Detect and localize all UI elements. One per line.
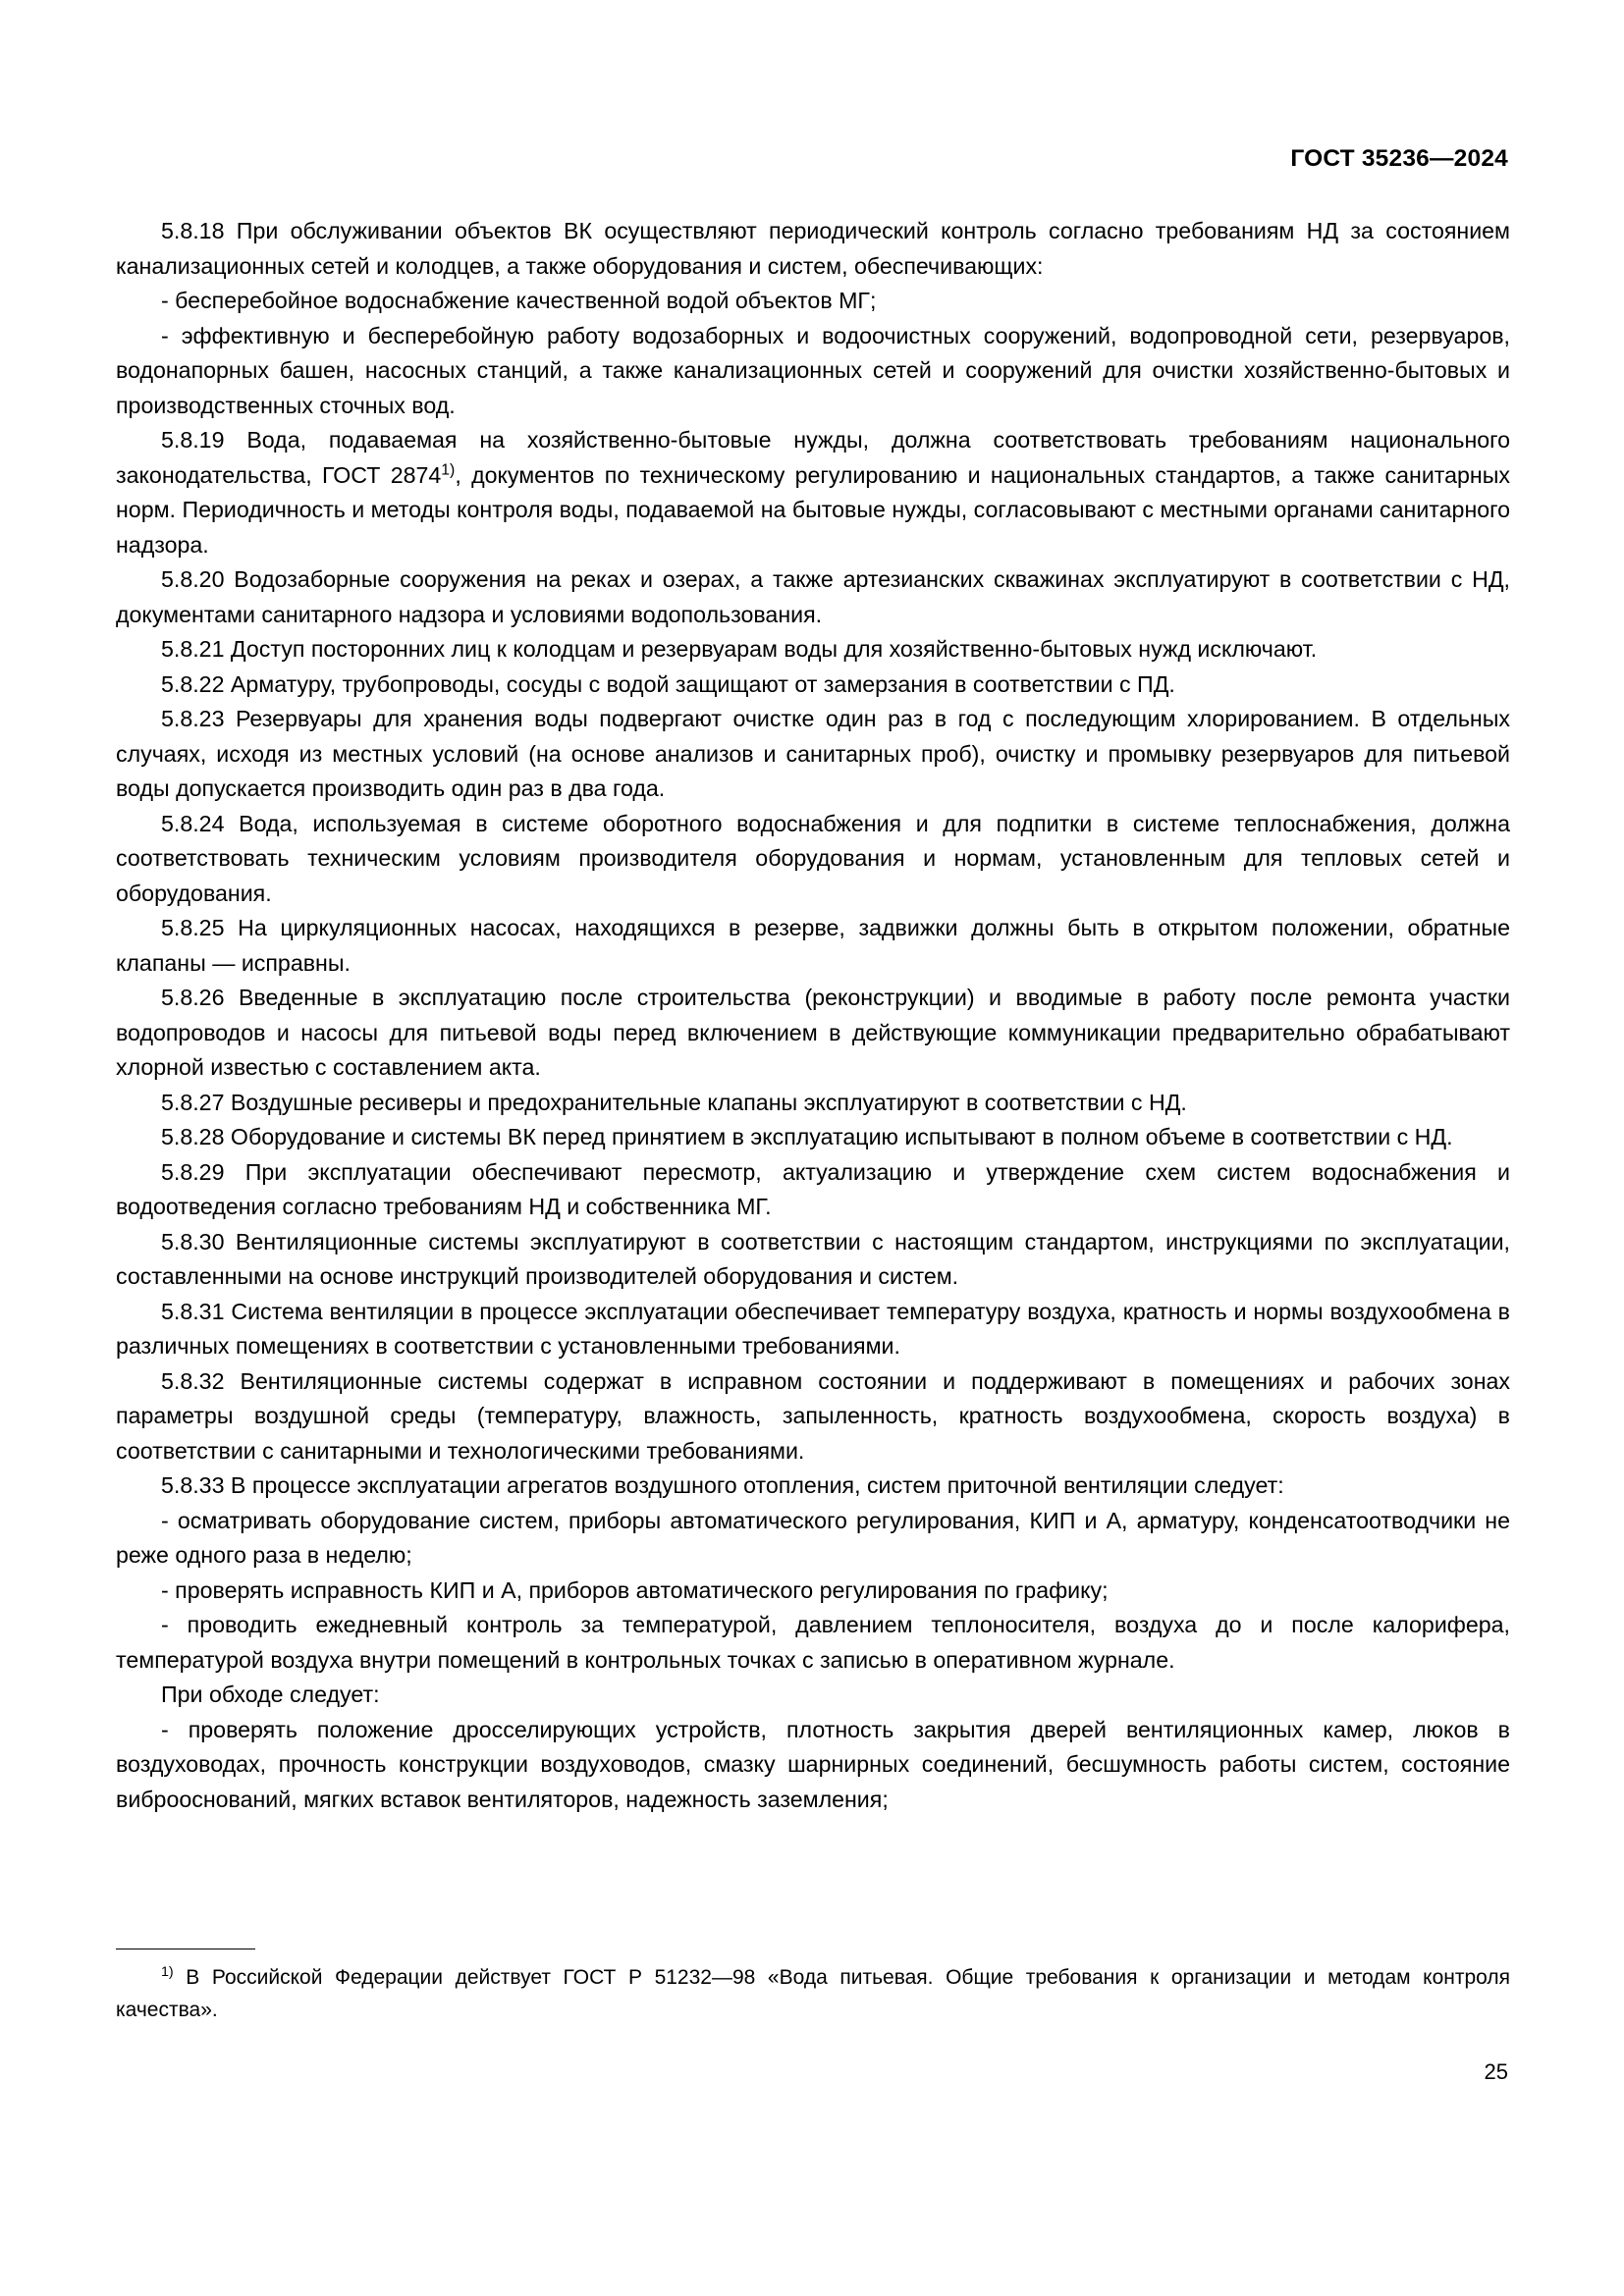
paragraph-5-8-24: 5.8.24 Вода, используемая в системе оборотного водоснабжения и для подпитки в системе теплоснабжения, должна соответствовать техническим условиям производителя оборудования и нормам, установленным для тепловых сетей и оборудования. xyxy=(116,810,1510,906)
list-item-inspect-equipment: - осматривать оборудование систем, приборы автоматического регулирования, КИП и А, арматуру, конденсатоотводчики не реже одного раза в неделю; xyxy=(116,1507,1510,1568)
paragraph-5-8-28: 5.8.28 Оборудование и системы ВК перед принятием в эксплуатацию испытывают в полном объеме в соответствии с НД. xyxy=(161,1124,1453,1149)
paragraph-5-8-31: 5.8.31 Система вентиляции в процессе эксплуатации обеспечивает температуру воздуха, кратность и нормы воздухообмена в различных помещениях в соответствии с установленными требованиями. xyxy=(116,1298,1510,1359)
paragraph-5-8-20: 5.8.20 Водозаборные сооружения на реках и озерах, а также артезианских скважинах эксплуатируют в соответствии с НД, документами санитарного надзора и условиями водопользования. xyxy=(116,566,1510,627)
paragraph-during-round: При обходе следует: xyxy=(161,1682,380,1707)
paragraph-5-8-33: 5.8.33 В процессе эксплуатации агрегатов воздушного отопления, систем приточной вентиляции следует: xyxy=(161,1472,1284,1498)
paragraph-5-8-18: 5.8.18 При обслуживании объектов ВК осуществляют периодический контроль согласно требованиям НД за состоянием канализационных сетей и колодцев, а также оборудования и систем, обеспечивающих: xyxy=(116,218,1510,279)
paragraph-5-8-30: 5.8.30 Вентиляционные системы эксплуатируют в соответствии с настоящим стандартом, инструкциями по эксплуатации, составленными на основе инструкций производителей оборудования и систем. xyxy=(116,1228,1510,1289)
page-header-standard-code: ГОСТ 35236—2024 xyxy=(1290,145,1508,172)
footnote xyxy=(116,1961,1510,2026)
list-item-water-works: - эффективную и бесперебойную работу водозаборных и водоочистных сооружений, водопроводной сети, резервуаров, водонапорных башен, насосных станций, а также канализационных сетей и сооружений для очистки хозяйственно-бытовых и производственных сточных вод. xyxy=(116,322,1510,418)
footnote-reference-marker: 1) xyxy=(441,460,456,478)
list-item-water-supply: - бесперебойное водоснабжение качественной водой объектов МГ; xyxy=(161,288,877,313)
paragraph-5-8-19-post: , документов по техническому регулированию и национальных стандартов, а также санитарных норм. Периодичность и методы контроля воды, подаваемой на бытовые нужды, согласовывают с местными органами санитарного надзора. xyxy=(116,461,1510,558)
footnote-marker: 1) xyxy=(161,1964,174,1980)
list-item-check-instruments: - проверять исправность КИП и А, приборов автоматического регулирования по графику; xyxy=(161,1576,1109,1603)
paragraph-5-8-19 xyxy=(116,423,1510,562)
paragraph-5-8-19-pre: 5.8.19 Вода, подаваемая на хозяйственно-бытовые нужды, должна соответствовать требованиям национального законодательства, ГОСТ 2874 xyxy=(116,427,1510,488)
paragraph-5-8-22: 5.8.22 Арматуру, трубопроводы, сосуды с водой защищают от замерзания в соответствии с ПД. xyxy=(161,670,1175,697)
list-item-check-throttling: - проверять положение дросселирующих устройств, плотность закрытия дверей вентиляционных камер, люков в воздуховодах, прочность конструкции воздуховодов, смазку шарнирных соединений, бесшумность работы систем, состояние виброоснований, мягких вставок вентиляторов, надежность заземления; xyxy=(116,1716,1510,1812)
list-item-daily-control: - проводить ежедневный контроль за температурой, давлением теплоносителя, воздуха до и после калорифера, температурой воздуха внутри помещений в контрольных точках с записью в оперативном журнале. xyxy=(116,1612,1510,1673)
paragraph-5-8-25: 5.8.25 На циркуляционных насосах, находящихся в резерве, задвижки должны быть в открытом положении, обратные клапаны — исправны. xyxy=(116,915,1510,976)
document-body xyxy=(116,214,1510,1817)
paragraph-5-8-23: 5.8.23 Резервуары для хранения воды подвергают очистке один раз в год с последующим хлорированием. В отдельных случаях, исходя из местных условий (на основе анализов и санитарных проб), очистку и промывку резервуаров для питьевой воды допускается производить один раз в два года. xyxy=(116,706,1510,801)
paragraph-5-8-21: 5.8.21 Доступ посторонних лиц к колодцам и резервуарам воды для хозяйственно-бытовых нужд исключают. xyxy=(161,636,1318,662)
paragraph-5-8-32: 5.8.32 Вентиляционные системы содержат в исправном состоянии и поддерживают в помещениях и рабочих зонах параметры воздушной среды (температуру, влажность, запыленность, кратность воздухообмена, скорость воздуха) в соответствии с санитарными и технологическими требованиями. xyxy=(116,1367,1510,1464)
paragraph-5-8-29: 5.8.29 При эксплуатации обеспечивают пересмотр, актуализацию и утверждение схем систем водоснабжения и водоотведения согласно требованиям НД и собственника МГ. xyxy=(116,1158,1510,1219)
page-number: 25 xyxy=(1484,2059,1508,2084)
paragraph-5-8-27: 5.8.27 Воздушные ресиверы и предохранительные клапаны эксплуатируют в соответствии с НД. xyxy=(161,1089,1187,1115)
footnote-text: В Российской Федерации действует ГОСТ Р 51232—98 «Вода питьевая. Общие требования к организации и методам контроля качества». xyxy=(116,1966,1510,2021)
footnote-text-line xyxy=(116,1961,1510,2026)
paragraph-5-8-26: 5.8.26 Введенные в эксплуатацию после строительства (реконструкции) и вводимые в работу после ремонта участки водопроводов и насосы для питьевой воды перед включением в действующие коммуникации предварительно обрабатывают хлорной известью с составлением акта. xyxy=(116,985,1510,1080)
